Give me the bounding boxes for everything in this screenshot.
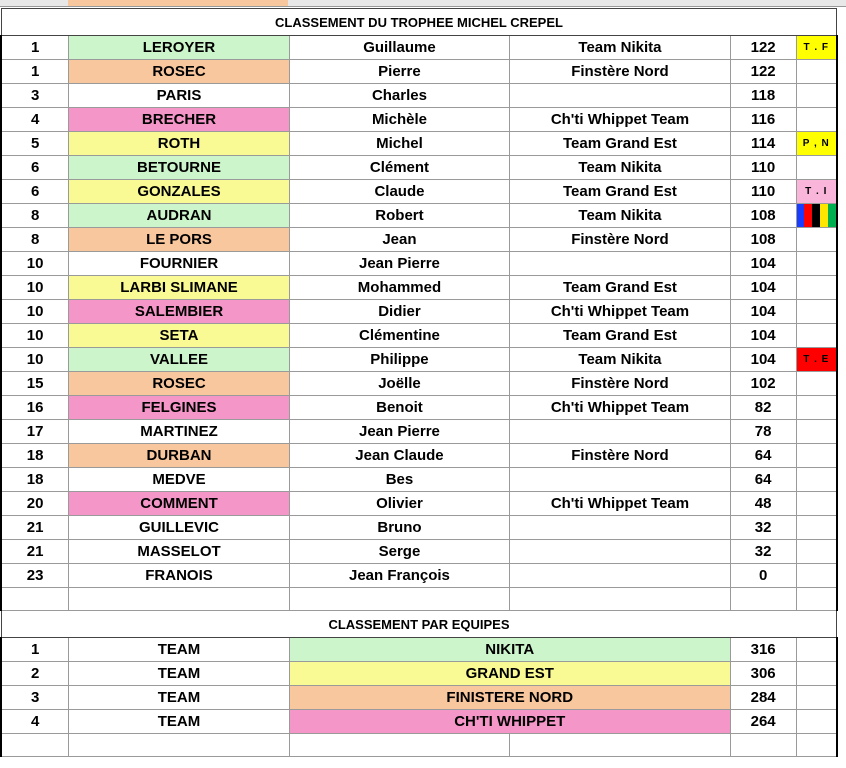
last-name-cell[interactable]: MARTINEZ — [69, 420, 290, 444]
team-row — [1, 662, 845, 686]
last-name-cell[interactable]: SETA — [69, 324, 290, 348]
rank-cell[interactable]: 4 — [1, 108, 69, 132]
rider-row — [1, 492, 845, 516]
team-label-cell[interactable]: TEAM — [69, 686, 290, 710]
first-name-cell[interactable]: Michèle — [289, 108, 509, 132]
first-name-cell[interactable]: Jean Pierre — [289, 252, 509, 276]
rider-row — [1, 372, 845, 396]
team-rank-cell[interactable]: 4 — [1, 710, 69, 734]
jersey-tag-cell[interactable] — [796, 108, 837, 132]
rider-row — [1, 108, 845, 132]
rider-row — [1, 252, 845, 276]
rider-row — [1, 204, 845, 228]
team-label-cell[interactable]: TEAM — [69, 710, 290, 734]
champion-flag-icon — [797, 204, 836, 227]
last-name-cell[interactable]: FOURNIER — [69, 252, 290, 276]
team-cell[interactable]: Ch'ti Whippet Team — [510, 396, 731, 420]
jersey-tag-cell[interactable] — [796, 300, 837, 324]
points-cell[interactable]: 64 — [730, 444, 796, 468]
first-name-cell[interactable]: Clément — [289, 156, 509, 180]
first-name-cell[interactable]: Claude — [289, 180, 509, 204]
first-name-cell[interactable]: Joëlle — [289, 372, 509, 396]
last-name-cell[interactable]: VALLEE — [69, 348, 290, 372]
rider-row — [1, 228, 845, 252]
team-cell[interactable] — [510, 468, 731, 492]
points-cell[interactable]: 78 — [730, 420, 796, 444]
team-cell[interactable] — [510, 84, 731, 108]
rider-row — [1, 156, 845, 180]
rider-row — [1, 348, 845, 372]
team-points-cell[interactable]: 284 — [730, 686, 796, 710]
empty-cell[interactable] — [1, 734, 69, 757]
first-name-cell[interactable]: Charles — [289, 84, 509, 108]
last-name-cell[interactable]: MEDVE — [69, 468, 290, 492]
empty-cell[interactable] — [730, 588, 796, 611]
last-name-cell[interactable]: MASSELOT — [69, 540, 290, 564]
last-name-cell[interactable]: GUILLEVIC — [69, 516, 290, 540]
points-cell[interactable]: 104 — [730, 348, 796, 372]
jersey-tag-cell[interactable] — [796, 252, 837, 276]
team-row — [1, 710, 845, 734]
empty-cell[interactable] — [69, 734, 290, 757]
last-name-cell[interactable]: COMMENT — [69, 492, 290, 516]
rank-cell[interactable]: 18 — [1, 468, 69, 492]
rank-cell[interactable]: 16 — [1, 396, 69, 420]
points-cell[interactable]: 0 — [730, 564, 796, 588]
team-name-cell[interactable]: GRAND EST — [289, 662, 730, 686]
first-name-cell[interactable]: Didier — [289, 300, 509, 324]
team-cell[interactable]: Team Grand Est — [510, 276, 731, 300]
team-cell[interactable] — [510, 252, 731, 276]
first-name-cell[interactable]: Mohammed — [289, 276, 509, 300]
team-rank-cell[interactable]: 2 — [1, 662, 69, 686]
team-label-cell[interactable]: TEAM — [69, 662, 290, 686]
jersey-tag-cell[interactable] — [796, 276, 837, 300]
jersey-tag-cell[interactable] — [796, 492, 837, 516]
team-cell[interactable] — [510, 516, 731, 540]
rank-cell[interactable]: 10 — [1, 324, 69, 348]
team-cell[interactable]: Finstère Nord — [510, 60, 731, 84]
rank-cell[interactable]: 15 — [1, 372, 69, 396]
team-cell[interactable] — [510, 540, 731, 564]
points-cell[interactable]: 114 — [730, 132, 796, 156]
last-name-cell[interactable]: AUDRAN — [69, 204, 290, 228]
team-rank-cell[interactable]: 3 — [1, 686, 69, 710]
team-cell[interactable]: Team Grand Est — [510, 324, 731, 348]
points-cell[interactable]: 116 — [730, 108, 796, 132]
jersey-tag-cell[interactable] — [796, 564, 837, 588]
empty-cell[interactable] — [796, 638, 837, 662]
team-cell[interactable]: Ch'ti Whippet Team — [510, 492, 731, 516]
team-cell[interactable]: Team Grand Est — [510, 180, 731, 204]
rank-cell[interactable]: 21 — [1, 540, 69, 564]
last-name-cell[interactable]: PARIS — [69, 84, 290, 108]
empty-cell[interactable] — [796, 710, 837, 734]
team-name-cell[interactable]: FINISTERE NORD — [289, 686, 730, 710]
last-name-cell[interactable]: BETOURNE — [69, 156, 290, 180]
first-name-cell[interactable]: Benoit — [289, 396, 509, 420]
points-cell[interactable]: 32 — [730, 516, 796, 540]
team-points-cell[interactable]: 306 — [730, 662, 796, 686]
team-cell[interactable]: Finstère Nord — [510, 444, 731, 468]
last-name-cell[interactable]: FELGINES — [69, 396, 290, 420]
team-row — [1, 686, 845, 710]
ranking-table — [0, 8, 846, 757]
team-row — [1, 638, 845, 662]
jersey-tag-cell[interactable]: T . I — [796, 180, 837, 204]
rider-row — [1, 564, 845, 588]
first-name-cell[interactable]: Jean François — [289, 564, 509, 588]
first-name-cell[interactable]: Serge — [289, 540, 509, 564]
team-cell[interactable]: Ch'ti Whippet Team — [510, 108, 731, 132]
jersey-tag-cell[interactable] — [796, 396, 837, 420]
team-cell[interactable]: Team Grand Est — [510, 132, 731, 156]
empty-cell[interactable] — [796, 734, 837, 757]
rank-cell[interactable]: 21 — [1, 516, 69, 540]
jersey-tag-cell[interactable] — [796, 156, 837, 180]
rider-row — [1, 132, 845, 156]
rank-cell[interactable]: 5 — [1, 132, 69, 156]
rider-row — [1, 276, 845, 300]
jersey-tag-cell[interactable]: T . E — [796, 348, 837, 372]
first-name-cell[interactable]: Olivier — [289, 492, 509, 516]
first-name-cell[interactable]: Philippe — [289, 348, 509, 372]
first-name-cell[interactable]: Bruno — [289, 516, 509, 540]
last-name-cell[interactable]: SALEMBIER — [69, 300, 290, 324]
rider-row — [1, 396, 845, 420]
first-name-cell[interactable]: Robert — [289, 204, 509, 228]
jersey-tag-cell[interactable] — [796, 468, 837, 492]
team-cell[interactable]: Team Nikita — [510, 204, 731, 228]
rider-row — [1, 444, 845, 468]
first-name-cell[interactable]: Jean Pierre — [289, 420, 509, 444]
empty-cell[interactable] — [289, 734, 509, 757]
rider-row — [1, 300, 845, 324]
rider-row — [1, 420, 845, 444]
points-cell[interactable]: 104 — [730, 252, 796, 276]
jersey-tag-cell[interactable] — [796, 228, 837, 252]
team-label-cell[interactable]: TEAM — [69, 638, 290, 662]
last-name-cell[interactable]: FRANOIS — [69, 564, 290, 588]
rank-cell[interactable]: 6 — [1, 156, 69, 180]
jersey-tag-cell[interactable] — [796, 324, 837, 348]
last-name-cell[interactable]: ROSEC — [69, 372, 290, 396]
rank-cell[interactable]: 10 — [1, 252, 69, 276]
rider-row — [1, 84, 845, 108]
rider-row — [1, 468, 845, 492]
empty-row — [1, 588, 845, 611]
last-name-cell[interactable]: ROTH — [69, 132, 290, 156]
rider-row — [1, 516, 845, 540]
jersey-tag-cell[interactable] — [796, 204, 837, 228]
rider-row — [1, 324, 845, 348]
rider-row — [1, 60, 845, 84]
first-name-cell[interactable]: Pierre — [289, 60, 509, 84]
rank-cell[interactable]: 18 — [1, 444, 69, 468]
previous-row-strip — [0, 0, 846, 7]
rank-cell[interactable]: 10 — [1, 300, 69, 324]
empty-cell[interactable] — [1, 588, 69, 611]
team-points-cell[interactable]: 316 — [730, 638, 796, 662]
points-cell[interactable]: 108 — [730, 204, 796, 228]
last-name-cell[interactable]: ROSEC — [69, 60, 290, 84]
empty-cell[interactable] — [289, 588, 509, 611]
rank-cell[interactable]: 10 — [1, 276, 69, 300]
points-cell[interactable]: 104 — [730, 324, 796, 348]
team-points-cell[interactable]: 264 — [730, 710, 796, 734]
empty-cell[interactable] — [510, 588, 731, 611]
jersey-tag-cell[interactable] — [796, 372, 837, 396]
first-name-cell[interactable]: Bes — [289, 468, 509, 492]
first-name-cell[interactable]: Jean Claude — [289, 444, 509, 468]
jersey-tag-cell[interactable]: T . F — [796, 36, 837, 60]
rank-cell[interactable]: 20 — [1, 492, 69, 516]
points-cell[interactable]: 122 — [730, 60, 796, 84]
jersey-tag-cell[interactable] — [796, 60, 837, 84]
team-cell[interactable]: Finstère Nord — [510, 228, 731, 252]
jersey-tag-cell[interactable] — [796, 516, 837, 540]
first-name-cell[interactable]: Clémentine — [289, 324, 509, 348]
jersey-tag-cell[interactable] — [796, 444, 837, 468]
empty-cell[interactable] — [796, 662, 837, 686]
last-name-cell[interactable]: BRECHER — [69, 108, 290, 132]
rank-cell[interactable]: 23 — [1, 564, 69, 588]
jersey-tag-cell[interactable] — [796, 84, 837, 108]
last-name-cell[interactable]: LE PORS — [69, 228, 290, 252]
first-name-cell[interactable]: Guillaume — [289, 36, 509, 60]
first-name-cell[interactable]: Michel — [289, 132, 509, 156]
points-cell[interactable]: 104 — [730, 276, 796, 300]
empty-cell[interactable] — [796, 686, 837, 710]
rank-cell[interactable]: 3 — [1, 84, 69, 108]
empty-cell[interactable] — [510, 734, 731, 757]
last-name-cell[interactable]: LARBI SLIMANE — [69, 276, 290, 300]
points-cell[interactable]: 104 — [730, 300, 796, 324]
last-name-cell[interactable]: LEROYER — [69, 36, 290, 60]
team-ranking-title: CLASSEMENT PAR EQUIPES — [1, 611, 837, 638]
points-cell[interactable]: 122 — [730, 36, 796, 60]
first-name-cell[interactable]: Jean — [289, 228, 509, 252]
jersey-tag-cell[interactable] — [796, 420, 837, 444]
points-cell[interactable]: 102 — [730, 372, 796, 396]
points-cell[interactable]: 118 — [730, 84, 796, 108]
points-cell[interactable]: 32 — [730, 540, 796, 564]
team-rank-cell[interactable]: 1 — [1, 638, 69, 662]
rider-row — [1, 36, 845, 60]
team-cell[interactable]: Team Nikita — [510, 36, 731, 60]
points-cell[interactable]: 110 — [730, 180, 796, 204]
points-cell[interactable]: 48 — [730, 492, 796, 516]
last-name-cell[interactable]: DURBAN — [69, 444, 290, 468]
rider-row — [1, 540, 845, 564]
team-cell[interactable]: Team Nikita — [510, 156, 731, 180]
points-cell[interactable]: 108 — [730, 228, 796, 252]
rank-cell[interactable]: 8 — [1, 204, 69, 228]
empty-cell[interactable] — [730, 734, 796, 757]
empty-cell[interactable] — [796, 588, 837, 611]
rank-cell[interactable]: 1 — [1, 60, 69, 84]
jersey-tag-cell[interactable]: P , N — [796, 132, 837, 156]
jersey-tag-cell[interactable] — [796, 540, 837, 564]
points-cell[interactable]: 82 — [730, 396, 796, 420]
empty-cell[interactable] — [69, 588, 290, 611]
team-name-cell[interactable]: NIKITA — [289, 638, 730, 662]
team-cell[interactable]: Finstère Nord — [510, 372, 731, 396]
rank-cell[interactable]: 8 — [1, 228, 69, 252]
team-cell[interactable] — [510, 564, 731, 588]
last-name-cell[interactable]: GONZALES — [69, 180, 290, 204]
rank-cell[interactable]: 17 — [1, 420, 69, 444]
empty-row — [1, 734, 845, 757]
rank-cell[interactable]: 1 — [1, 36, 69, 60]
ranking-title: CLASSEMENT DU TROPHEE MICHEL CREPEL — [1, 9, 837, 36]
rank-cell[interactable]: 10 — [1, 348, 69, 372]
team-cell[interactable]: Ch'ti Whippet Team — [510, 300, 731, 324]
rank-cell[interactable]: 6 — [1, 180, 69, 204]
points-cell[interactable]: 64 — [730, 468, 796, 492]
team-cell[interactable]: Team Nikita — [510, 348, 731, 372]
team-cell[interactable] — [510, 420, 731, 444]
points-cell[interactable]: 110 — [730, 156, 796, 180]
rider-row — [1, 180, 845, 204]
team-name-cell[interactable]: CH'TI WHIPPET — [289, 710, 730, 734]
